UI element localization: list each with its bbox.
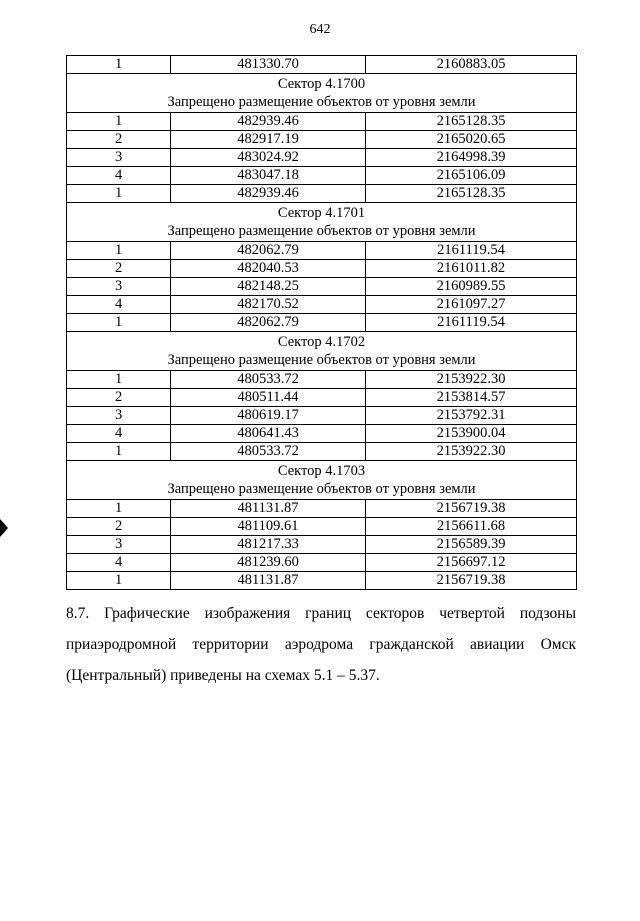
table-row (67, 389, 577, 407)
point-number-cell: 4 (67, 296, 171, 314)
sector-title: Сектор 4.1700 (277, 76, 366, 92)
table-row (67, 500, 577, 518)
page-number: 642 (309, 22, 331, 37)
y-coordinate-cell: 2156719.38 (366, 500, 577, 518)
x-coordinate-cell: 481131.87 (171, 500, 366, 518)
y-coordinate-cell: 2160883.05 (366, 56, 577, 74)
x-coordinate-cell: 480533.72 (171, 371, 366, 389)
x-coordinate-cell: 482170.52 (171, 296, 366, 314)
sector-header-row (67, 461, 577, 500)
table-row (67, 518, 577, 536)
table-row (67, 260, 577, 278)
point-number-cell: 1 (67, 371, 171, 389)
sector-header-row (67, 332, 577, 371)
sector-restriction: Запрещено размещение объектов от уровня земли (167, 94, 476, 110)
x-coordinate-cell: 481131.87 (171, 572, 366, 590)
sector-header-row (67, 203, 577, 242)
table-row (67, 536, 577, 554)
sector-header-row (67, 74, 577, 113)
x-coordinate-cell: 482040.53 (171, 260, 366, 278)
paragraph-8-7 (66, 598, 576, 691)
paragraph-line: (Центральный) приведены на схемах 5.1 – 5.37. (66, 667, 380, 684)
x-coordinate-cell: 480533.72 (171, 443, 366, 461)
y-coordinate-cell: 2156589.39 (366, 536, 577, 554)
y-coordinate-cell: 2164998.39 (366, 149, 577, 167)
point-number-cell: 1 (67, 185, 171, 203)
sector-header-cell (67, 461, 577, 500)
x-coordinate-cell: 482062.79 (171, 314, 366, 332)
table-row (67, 278, 577, 296)
table-row (67, 113, 577, 131)
y-coordinate-cell: 2153922.30 (366, 443, 577, 461)
y-coordinate-cell: 2153922.30 (366, 371, 577, 389)
x-coordinate-cell: 483047.18 (171, 167, 366, 185)
y-coordinate-cell: 2156611.68 (366, 518, 577, 536)
paragraph-line: 8.7. Графические изображения границ секторов четвертой подзоны (66, 605, 576, 622)
sector-header-cell (67, 332, 577, 371)
y-coordinate-cell: 2160989.55 (366, 278, 577, 296)
point-number-cell: 1 (67, 56, 171, 74)
sector-title: Сектор 4.1701 (277, 205, 366, 221)
x-coordinate-cell: 480619.17 (171, 407, 366, 425)
sector-restriction: Запрещено размещение объектов от уровня земли (167, 352, 476, 368)
point-number-cell: 2 (67, 389, 171, 407)
x-coordinate-cell: 483024.92 (171, 149, 366, 167)
coordinates-table-body (67, 56, 577, 590)
x-coordinate-cell: 481330.70 (171, 56, 366, 74)
x-coordinate-cell: 481239.60 (171, 554, 366, 572)
y-coordinate-cell: 2161119.54 (366, 242, 577, 260)
margin-arrow-mark (0, 519, 8, 537)
point-number-cell: 1 (67, 572, 171, 590)
point-number-cell: 4 (67, 425, 171, 443)
point-number-cell: 3 (67, 278, 171, 296)
y-coordinate-cell: 2153792.31 (366, 407, 577, 425)
point-number-cell: 2 (67, 131, 171, 149)
x-coordinate-cell: 482917.19 (171, 131, 366, 149)
x-coordinate-cell: 482062.79 (171, 242, 366, 260)
y-coordinate-cell: 2156697.12 (366, 554, 577, 572)
sector-title: Сектор 4.1703 (277, 463, 366, 479)
table-row (67, 425, 577, 443)
table-row (67, 572, 577, 590)
point-number-cell: 1 (67, 113, 171, 131)
point-number-cell: 3 (67, 407, 171, 425)
table-row (67, 56, 577, 74)
point-number-cell: 4 (67, 554, 171, 572)
table-row (67, 167, 577, 185)
y-coordinate-cell: 2153814.57 (366, 389, 577, 407)
table-row (67, 554, 577, 572)
x-coordinate-cell: 482148.25 (171, 278, 366, 296)
sector-restriction: Запрещено размещение объектов от уровня земли (167, 481, 476, 497)
table-row (67, 149, 577, 167)
point-number-cell: 1 (67, 500, 171, 518)
point-number-cell: 1 (67, 443, 171, 461)
sector-restriction: Запрещено размещение объектов от уровня земли (167, 223, 476, 239)
paragraph-line: приаэродромной территории аэродрома гражданской авиации Омск (66, 636, 576, 653)
point-number-cell: 2 (67, 518, 171, 536)
table-row (67, 185, 577, 203)
point-number-cell: 2 (67, 260, 171, 278)
x-coordinate-cell: 480511.44 (171, 389, 366, 407)
y-coordinate-cell: 2165128.35 (366, 185, 577, 203)
point-number-cell: 1 (67, 242, 171, 260)
table-row (67, 443, 577, 461)
point-number-cell: 1 (67, 314, 171, 332)
table-row (67, 242, 577, 260)
table-row (67, 371, 577, 389)
sector-header-cell (67, 74, 577, 113)
y-coordinate-cell: 2156719.38 (366, 572, 577, 590)
x-coordinate-cell: 481109.61 (171, 518, 366, 536)
x-coordinate-cell: 482939.46 (171, 185, 366, 203)
table-row (67, 314, 577, 332)
coordinates-table (66, 55, 577, 590)
x-coordinate-cell: 482939.46 (171, 113, 366, 131)
y-coordinate-cell: 2161119.54 (366, 314, 577, 332)
point-number-cell: 3 (67, 149, 171, 167)
point-number-cell: 3 (67, 536, 171, 554)
y-coordinate-cell: 2165128.35 (366, 113, 577, 131)
y-coordinate-cell: 2165106.09 (366, 167, 577, 185)
x-coordinate-cell: 480641.43 (171, 425, 366, 443)
sector-header-cell (67, 203, 577, 242)
y-coordinate-cell: 2165020.65 (366, 131, 577, 149)
point-number-cell: 4 (67, 167, 171, 185)
table-row (67, 296, 577, 314)
y-coordinate-cell: 2153900.04 (366, 425, 577, 443)
y-coordinate-cell: 2161097.27 (366, 296, 577, 314)
table-row (67, 131, 577, 149)
x-coordinate-cell: 481217.33 (171, 536, 366, 554)
table-row (67, 407, 577, 425)
y-coordinate-cell: 2161011.82 (366, 260, 577, 278)
sector-title: Сектор 4.1702 (277, 334, 366, 350)
